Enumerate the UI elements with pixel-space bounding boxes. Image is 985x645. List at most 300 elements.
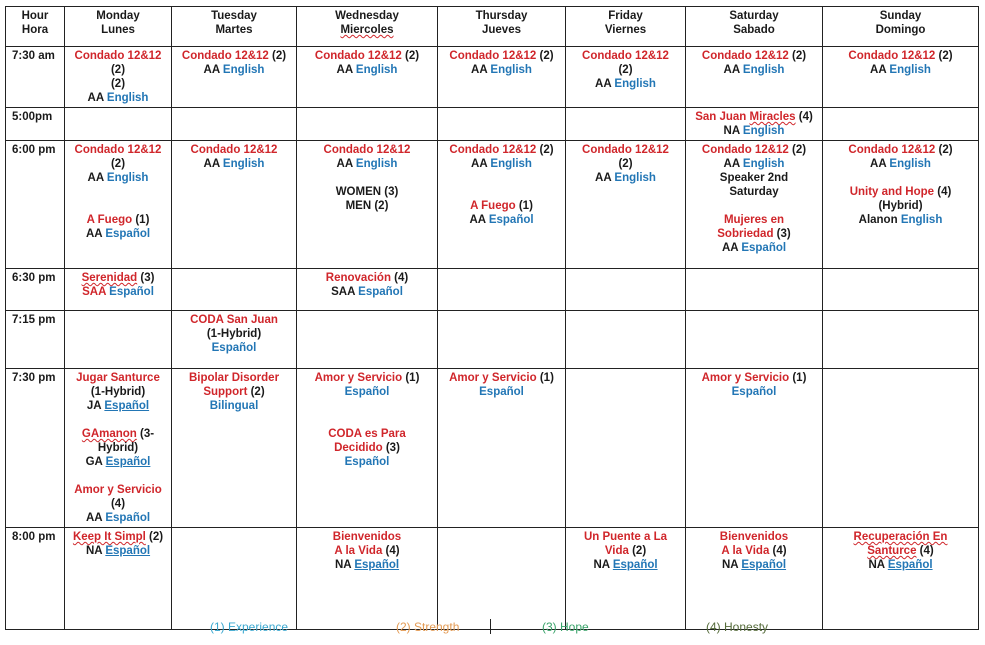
meeting-cell-thursday xyxy=(438,528,566,630)
meeting-name: Recuperación En xyxy=(853,531,948,543)
meeting-cell-wednesday xyxy=(297,369,438,528)
meeting-info: (2) xyxy=(618,158,633,170)
language-label: Español xyxy=(612,559,658,571)
meeting-cell-thursday xyxy=(438,47,566,108)
meeting-info: (2) xyxy=(935,50,953,62)
meeting-info: AA xyxy=(723,158,743,170)
meeting-cell-friday xyxy=(566,369,686,528)
meeting-line xyxy=(300,530,434,544)
meeting-name: A la Vida xyxy=(721,545,770,557)
language-label: English xyxy=(889,158,931,170)
spacer xyxy=(441,185,562,199)
meeting-line xyxy=(569,157,682,171)
meeting-line xyxy=(689,157,819,171)
meeting-info: (2) xyxy=(145,531,164,543)
meeting-name: Mujeres en xyxy=(723,214,785,226)
header-day-en: Tuesday xyxy=(211,10,257,22)
meeting-info: Hybrid) xyxy=(97,442,139,454)
header-day-en: Wednesday xyxy=(335,10,399,22)
meeting-line xyxy=(689,110,819,124)
language-label: Español xyxy=(105,228,151,240)
meeting-cell-wednesday xyxy=(297,311,438,369)
meeting-info: (4) xyxy=(390,272,409,284)
language-label: Español xyxy=(479,386,524,398)
meeting-cell-saturday xyxy=(686,528,823,630)
meeting-cell-monday xyxy=(65,269,172,311)
meeting-info: (2) xyxy=(401,50,420,62)
language-label: English xyxy=(742,158,785,170)
meeting-name: San Juan xyxy=(695,111,750,123)
meeting-line xyxy=(441,49,562,63)
meeting-line xyxy=(175,385,293,399)
meeting-cell-monday xyxy=(65,141,172,269)
spacer xyxy=(300,413,434,427)
header-day-es: Domingo xyxy=(875,24,926,36)
meeting-info: JA xyxy=(86,400,105,412)
spacer xyxy=(68,469,168,483)
meeting-cell-tuesday xyxy=(172,528,297,630)
meeting-name: Condado 12&12 xyxy=(701,50,789,62)
meeting-line xyxy=(300,427,434,441)
meeting-cell-thursday xyxy=(438,141,566,269)
meeting-name: Condado 12&12 xyxy=(449,144,537,156)
schedule-row xyxy=(6,311,979,369)
meeting-name: Amor y Servicio xyxy=(701,372,790,384)
meeting-line xyxy=(175,399,293,413)
meeting-line xyxy=(300,285,434,299)
meeting-line xyxy=(689,544,819,558)
meeting-name: Bienvenidos xyxy=(719,531,789,543)
meeting-name: Support xyxy=(203,386,248,398)
spacer xyxy=(441,171,562,185)
header-day-en: Friday xyxy=(608,10,643,22)
meeting-info: (1) xyxy=(515,200,533,212)
header-tuesday xyxy=(172,7,297,47)
meeting-line xyxy=(826,199,975,213)
meeting-info: AA xyxy=(203,158,223,170)
meeting-info: (1) xyxy=(402,372,420,384)
meeting-info: Alanon xyxy=(858,214,901,226)
hour-cell: 7:30 am xyxy=(6,47,65,108)
meeting-line xyxy=(569,49,682,63)
meeting-cell-saturday xyxy=(686,47,823,108)
meeting-line xyxy=(441,213,562,227)
language-label: English xyxy=(889,64,931,76)
meeting-info: (4) xyxy=(795,111,813,123)
schedule-row xyxy=(6,528,979,630)
meeting-info: AA xyxy=(336,64,356,76)
meeting-info: AA xyxy=(870,64,890,76)
legend-divider xyxy=(490,619,491,634)
meeting-line xyxy=(689,171,819,185)
meeting-info: (1) xyxy=(536,372,554,384)
meeting-info: (2) xyxy=(628,545,647,557)
header-friday xyxy=(566,7,686,47)
header-hour xyxy=(6,7,65,47)
language-label: English xyxy=(106,172,149,184)
hour-cell: 7:30 pm xyxy=(6,369,65,528)
meeting-line xyxy=(569,171,682,185)
meeting-name: Condado 12&12 xyxy=(190,144,278,156)
meeting-line xyxy=(300,199,434,213)
meeting-line xyxy=(68,371,168,385)
meeting-name: Bienvenidos xyxy=(332,531,402,543)
meeting-line xyxy=(68,171,168,185)
meeting-line xyxy=(689,124,819,138)
meeting-cell-friday xyxy=(566,141,686,269)
header-hour-en: Hour xyxy=(21,10,49,22)
meeting-line xyxy=(68,441,168,455)
meeting-line xyxy=(689,558,819,572)
language-label: English xyxy=(742,64,785,76)
meeting-line xyxy=(175,63,293,77)
meeting-line xyxy=(68,511,168,525)
language-label: Bilingual xyxy=(209,400,259,412)
meeting-cell-monday xyxy=(65,369,172,528)
language-label: English xyxy=(742,125,785,137)
legend-strength: (2) Strength xyxy=(396,620,460,634)
language-label: Español xyxy=(488,214,534,226)
meeting-line xyxy=(68,399,168,413)
meeting-line xyxy=(68,530,168,544)
meeting-name: Condado 12&12 xyxy=(323,144,411,156)
meeting-cell-saturday xyxy=(686,311,823,369)
meeting-line xyxy=(569,544,682,558)
meeting-info: (2) xyxy=(268,50,287,62)
meeting-info: AA xyxy=(87,92,107,104)
meeting-cell-friday xyxy=(566,269,686,311)
meeting-line xyxy=(68,483,168,497)
meeting-name: Amor y Servicio xyxy=(314,372,403,384)
meeting-cell-friday xyxy=(566,311,686,369)
meeting-cell-monday xyxy=(65,47,172,108)
language-label: Español xyxy=(344,456,390,468)
meeting-cell-monday xyxy=(65,108,172,141)
legend-honesty: (4) Honesty xyxy=(706,620,769,634)
meeting-line xyxy=(826,49,975,63)
meeting-info: NA xyxy=(85,545,106,557)
meeting-info: NA xyxy=(723,125,743,137)
meeting-line xyxy=(689,241,819,255)
meeting-name: Un Puente a La xyxy=(583,531,668,543)
spacer xyxy=(300,399,434,413)
meeting-cell-sunday xyxy=(823,269,979,311)
meeting-cell-tuesday xyxy=(172,311,297,369)
language-label: English xyxy=(106,92,149,104)
language-label: Español xyxy=(887,559,933,571)
spacer xyxy=(689,199,819,213)
meeting-info: WOMEN (3) xyxy=(335,186,399,198)
language-label: Español xyxy=(211,342,257,354)
meeting-cell-saturday xyxy=(686,369,823,528)
hour-cell: 8:00 pm xyxy=(6,528,65,630)
meeting-name: A la Vida xyxy=(334,545,383,557)
language-label: English xyxy=(490,158,532,170)
hour-cell: 7:15 pm xyxy=(6,311,65,369)
meeting-name: A Fuego xyxy=(470,200,516,212)
meeting-line xyxy=(569,77,682,91)
language-label: English xyxy=(900,214,943,226)
meeting-name: Condado 12&12 xyxy=(74,50,162,62)
spacer xyxy=(826,171,975,185)
meeting-info: (4) xyxy=(916,545,934,557)
meeting-info: AA xyxy=(85,228,106,240)
meeting-info: (1-Hybrid) xyxy=(90,386,146,398)
meeting-info: MEN (2) xyxy=(345,200,389,212)
meeting-info: Saturday xyxy=(729,186,779,198)
meeting-line xyxy=(300,558,434,572)
language-label: English xyxy=(490,64,532,76)
meeting-info: (4) xyxy=(769,545,787,557)
meeting-cell-sunday xyxy=(823,311,979,369)
meeting-info: (2) xyxy=(788,144,807,156)
meeting-line xyxy=(569,530,682,544)
meeting-name: Serenidad xyxy=(81,272,138,284)
meeting-name: Unity and Hope xyxy=(849,186,935,198)
meeting-cell-tuesday xyxy=(172,47,297,108)
meeting-info: (2) xyxy=(618,64,633,76)
meeting-info: AA xyxy=(87,172,107,184)
meeting-cell-thursday xyxy=(438,269,566,311)
meeting-info: NA xyxy=(868,559,888,571)
meeting-line xyxy=(68,91,168,105)
language-label: Español xyxy=(105,456,151,468)
meeting-cell-monday xyxy=(65,528,172,630)
language-label: English xyxy=(614,78,656,90)
meeting-line xyxy=(68,271,168,285)
meeting-cell-sunday xyxy=(823,47,979,108)
meeting-cell-sunday xyxy=(823,141,979,269)
meeting-info: (2) xyxy=(536,144,554,156)
meeting-line xyxy=(441,385,562,399)
meeting-info: NA xyxy=(593,559,613,571)
meeting-name: Sobriedad xyxy=(717,228,774,240)
meeting-info: (4) xyxy=(382,545,400,557)
header-monday xyxy=(65,7,172,47)
meeting-line xyxy=(175,157,293,171)
meeting-name: SAA xyxy=(82,286,110,298)
meeting-name: A Fuego xyxy=(86,214,133,226)
meeting-info: (2) xyxy=(247,386,265,398)
meeting-line xyxy=(689,227,819,241)
meeting-line xyxy=(569,143,682,157)
language-label: English xyxy=(355,158,398,170)
meeting-cell-wednesday xyxy=(297,47,438,108)
meeting-name: Condado 12&12 xyxy=(314,50,402,62)
meeting-line xyxy=(826,185,975,199)
meeting-info: (2) xyxy=(536,50,554,62)
header-row xyxy=(6,7,979,47)
header-day-en: Thursday xyxy=(475,10,528,22)
meeting-name: CODA es Para xyxy=(328,428,406,440)
meeting-line xyxy=(175,49,293,63)
language-label: Español xyxy=(741,559,787,571)
schedule-row xyxy=(6,269,979,311)
meeting-line xyxy=(826,544,975,558)
meeting-name: Condado 12&12 xyxy=(582,50,669,62)
meeting-info: (3) xyxy=(773,228,791,240)
meeting-cell-wednesday xyxy=(297,269,438,311)
meeting-info: AA xyxy=(721,242,742,254)
hour-cell: 6:00 pm xyxy=(6,141,65,269)
language-label: English xyxy=(222,64,265,76)
meeting-name: Condado 12&12 xyxy=(181,50,269,62)
meeting-line xyxy=(441,157,562,171)
meeting-info: Speaker 2nd xyxy=(719,172,789,184)
meeting-info: (2) xyxy=(110,64,126,76)
meeting-info: AA xyxy=(595,172,615,184)
meeting-cell-tuesday xyxy=(172,369,297,528)
meeting-line xyxy=(689,213,819,227)
schedule-row xyxy=(6,369,979,528)
meeting-name: Miracles xyxy=(749,111,796,123)
legend-hope: (3) Hope xyxy=(542,620,589,634)
meeting-line xyxy=(689,530,819,544)
schedule-row xyxy=(6,108,979,141)
meeting-info: (4) xyxy=(110,498,126,510)
meeting-line xyxy=(300,185,434,199)
meeting-line xyxy=(300,455,434,469)
meeting-cell-friday xyxy=(566,47,686,108)
meeting-info: NA xyxy=(334,559,355,571)
meeting-info: (2) xyxy=(788,50,807,62)
meeting-line xyxy=(68,157,168,171)
header-day-es: Martes xyxy=(215,24,253,36)
meeting-name: Amor y Servicio xyxy=(449,372,537,384)
meeting-info: AA xyxy=(203,64,223,76)
header-day-en: Monday xyxy=(96,10,140,22)
meeting-name: Renovación xyxy=(325,272,391,284)
meeting-line xyxy=(68,427,168,441)
meeting-cell-thursday xyxy=(438,369,566,528)
meeting-line xyxy=(175,327,293,341)
hour-cell: 5:00pm xyxy=(6,108,65,141)
meeting-cell-thursday xyxy=(438,311,566,369)
language-label: Español xyxy=(344,386,390,398)
header-wednesday xyxy=(297,7,438,47)
meeting-line xyxy=(689,143,819,157)
meeting-info: NA xyxy=(721,559,742,571)
spacer xyxy=(68,413,168,427)
language-label: Español xyxy=(741,242,787,254)
header-day-es: Jueves xyxy=(481,24,521,36)
meeting-line xyxy=(300,157,434,171)
meeting-line xyxy=(68,544,168,558)
meeting-cell-wednesday xyxy=(297,141,438,269)
meeting-line xyxy=(441,63,562,77)
header-day-es: Viernes xyxy=(604,24,647,36)
meeting-line xyxy=(826,143,975,157)
meeting-line xyxy=(569,63,682,77)
meeting-info: (Hybrid) xyxy=(878,200,923,212)
schedule-row xyxy=(6,141,979,269)
meeting-line xyxy=(826,63,975,77)
meeting-line xyxy=(689,63,819,77)
meeting-info: GA xyxy=(85,456,106,468)
meeting-line xyxy=(68,227,168,241)
legend-experience: (1) Experience xyxy=(210,620,289,634)
meeting-line xyxy=(826,157,975,171)
meeting-line xyxy=(68,77,168,91)
language-label: Español xyxy=(354,559,400,571)
meeting-info: (2) xyxy=(110,158,126,170)
meeting-name: Bipolar Disorder xyxy=(188,372,280,384)
meeting-line xyxy=(300,371,434,385)
meeting-info: (1) xyxy=(132,214,150,226)
meeting-name: GAmanon xyxy=(81,428,137,440)
meeting-info: AA xyxy=(723,64,743,76)
meeting-line xyxy=(300,441,434,455)
meeting-info: (3) xyxy=(137,272,155,284)
meeting-line xyxy=(300,385,434,399)
language-label: Español xyxy=(109,286,154,298)
meeting-line xyxy=(441,371,562,385)
meeting-line xyxy=(826,213,975,227)
meeting-line xyxy=(300,271,434,285)
schedule-row xyxy=(6,47,979,108)
header-saturday xyxy=(686,7,823,47)
meeting-info: (1) xyxy=(789,372,807,384)
language-label: English xyxy=(222,158,265,170)
meeting-cell-saturday xyxy=(686,269,823,311)
meeting-cell-saturday xyxy=(686,108,823,141)
language-label: Español xyxy=(731,386,777,398)
spacer xyxy=(68,185,168,199)
meeting-name: Condado 12&12 xyxy=(701,144,789,156)
meeting-info: (2) xyxy=(110,78,126,90)
header-sunday xyxy=(823,7,979,47)
meeting-name: Santurce xyxy=(867,545,917,557)
meeting-line xyxy=(826,530,975,544)
language-label: Español xyxy=(358,286,403,298)
meeting-name: Condado 12&12 xyxy=(74,144,162,156)
meeting-line xyxy=(175,143,293,157)
meeting-name: Amor y Servicio xyxy=(74,484,162,496)
meeting-name: Decidido xyxy=(334,442,383,454)
meeting-cell-sunday xyxy=(823,108,979,141)
meeting-line xyxy=(68,385,168,399)
meeting-line xyxy=(300,544,434,558)
meeting-line xyxy=(68,285,168,299)
meeting-info: AA xyxy=(85,512,106,524)
meeting-info: (3) xyxy=(382,442,400,454)
header-day-en: Sunday xyxy=(879,10,922,22)
meeting-line xyxy=(68,497,168,511)
language-label: Español xyxy=(105,512,151,524)
meeting-line xyxy=(826,558,975,572)
meeting-cell-monday xyxy=(65,311,172,369)
meeting-line xyxy=(175,313,293,327)
meeting-info: AA xyxy=(469,214,489,226)
meeting-cell-sunday xyxy=(823,528,979,630)
spacer xyxy=(68,199,168,213)
language-label: English xyxy=(355,64,398,76)
header-day-es: Miercoles xyxy=(340,24,394,36)
meeting-line xyxy=(300,63,434,77)
meeting-line xyxy=(300,49,434,63)
meeting-name: Condado 12&12 xyxy=(848,144,936,156)
meeting-schedule-table xyxy=(5,6,979,630)
meeting-line xyxy=(68,455,168,469)
meeting-line xyxy=(689,371,819,385)
meeting-line xyxy=(175,371,293,385)
meeting-line xyxy=(441,143,562,157)
meeting-info: (3- xyxy=(136,428,155,440)
meeting-cell-friday xyxy=(566,528,686,630)
meeting-line xyxy=(300,143,434,157)
header-day-en: Saturday xyxy=(729,10,779,22)
spacer xyxy=(300,171,434,185)
